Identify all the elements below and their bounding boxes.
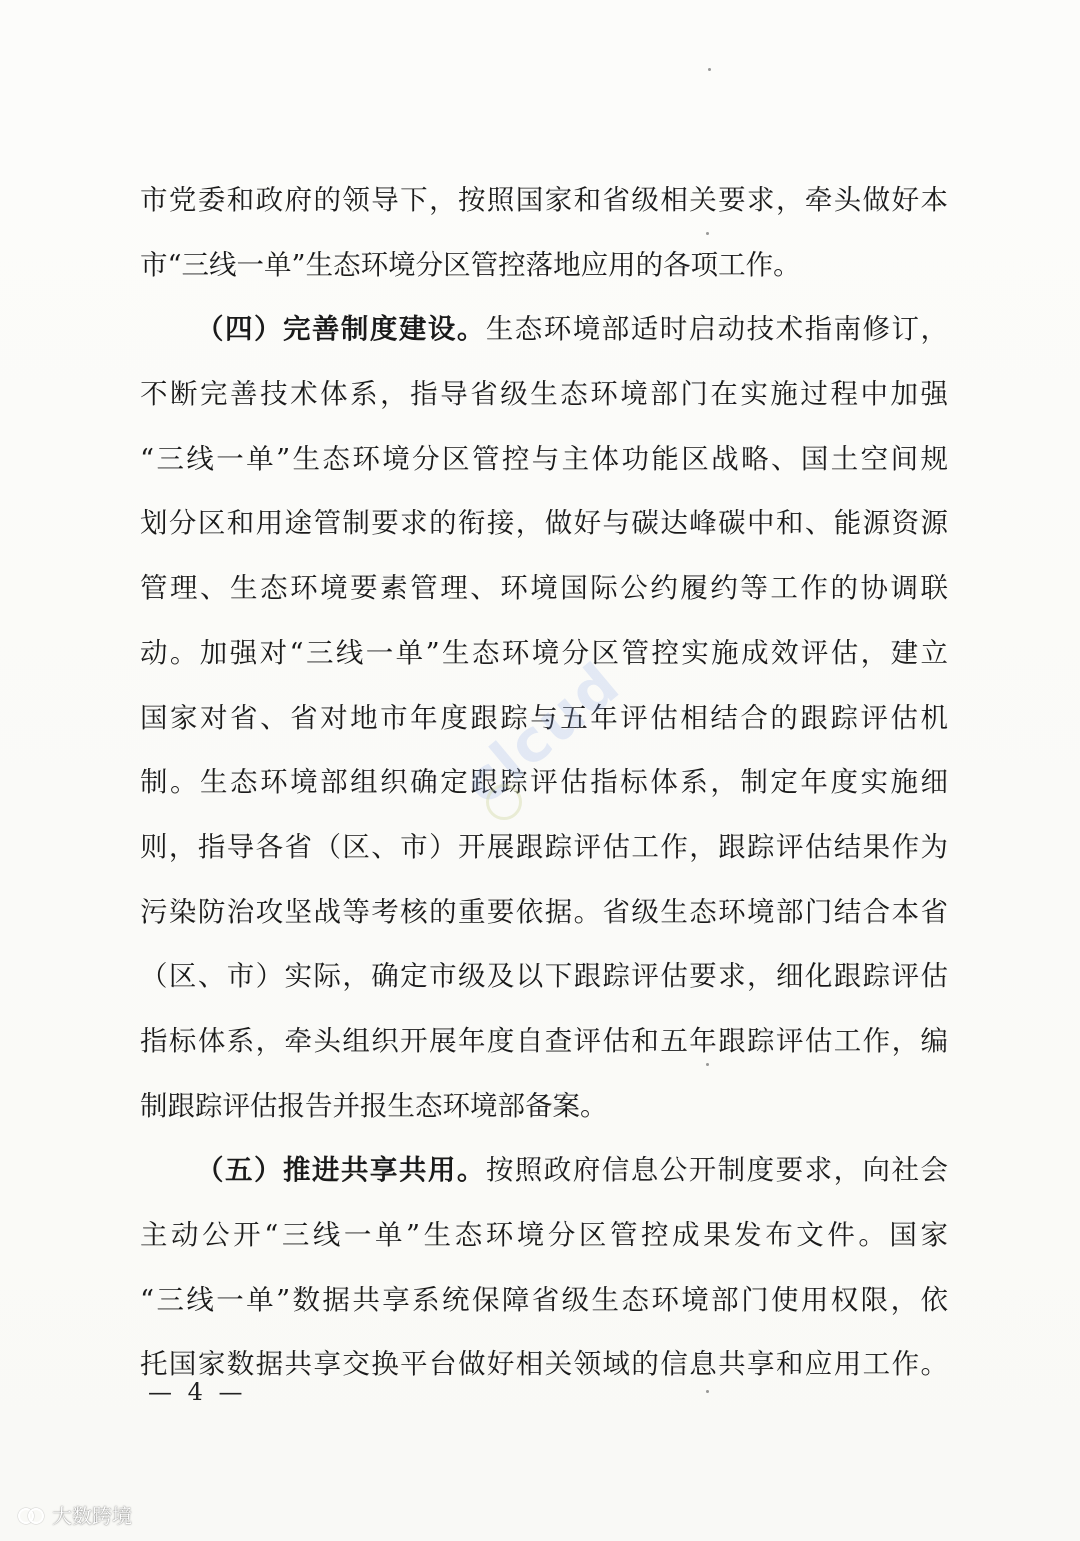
scan-speck <box>706 1390 709 1393</box>
line-text: 指标体系，牵头组织开展年度自查评估和五年跟踪评估工作，编 <box>140 1024 948 1057</box>
scan-speck <box>708 68 711 71</box>
double-ring-logo-icon <box>18 1506 46 1524</box>
footer-brand <box>18 1500 132 1529</box>
line-text: “三线一单”生态环境分区管控与主体功能区战略、国土空间规 <box>140 442 948 475</box>
text-line <box>140 621 948 686</box>
line-text: 主动公开“三线一单”生态环境分区管控成果发布文件。国家 <box>140 1219 948 1251</box>
line-text: 制跟踪评估报告并报生态环境部备案。 <box>140 1089 608 1122</box>
footer-brand-label: 大数跨境 <box>52 1504 132 1528</box>
line-text: 托国家数据共享交换平台做好相关领域的信息共享和应用工作。 <box>140 1348 948 1381</box>
text-line <box>140 491 948 556</box>
line-text: 则，指导各省（区、市）开展跟踪评估工作，跟踪评估结果作为 <box>140 830 948 863</box>
line-text: 制。生态环境部组织确定跟踪评估指标体系，制定年度实施细 <box>140 766 948 799</box>
text-line <box>140 427 948 492</box>
line-text: 市党委和政府的领导下，按照国家和省级相关要求，牵头做好本 <box>140 184 948 216</box>
text-line <box>140 1138 948 1203</box>
text-line <box>140 297 948 362</box>
scan-speck <box>706 232 709 235</box>
text-line <box>140 1332 948 1397</box>
page-number: — 4 — <box>148 1378 247 1406</box>
line-text: 动。加强对“三线一单”生态环境分区管控实施成效评估，建立 <box>140 636 948 669</box>
line-text: 划分区和用途管制要求的衔接，做好与碳达峰碳中和、能源资源 <box>140 507 948 540</box>
watermark-text: clcud <box>450 648 633 818</box>
text-line <box>140 1203 948 1268</box>
text-line <box>140 1268 948 1333</box>
line-text: 按照政府信息公开制度要求，向社会 <box>485 1154 949 1187</box>
text-line <box>140 1009 948 1074</box>
line-text: “三线一单”数据共享系统保障省级生态环境部门使用权限，依 <box>140 1283 948 1316</box>
line-text: 管理、生态环境要素管理、环境国际公约履约等工作的协调联 <box>140 572 948 605</box>
line-text: 污染防治攻坚战等考核的重要依据。省级生态环境部门结合本省 <box>140 895 948 928</box>
text-line <box>140 556 948 621</box>
text-line <box>140 233 948 298</box>
line-text: 生态环境部适时启动技术指南修订， <box>485 313 949 346</box>
scan-speck <box>706 1063 709 1066</box>
line-text: 不断完善技术体系，指导省级生态环境部门在实施过程中加强 <box>140 378 948 411</box>
text-line <box>140 362 948 427</box>
section-heading: （五）推进共享共用。 <box>196 1154 486 1187</box>
text-line <box>140 880 948 945</box>
section-heading: （四）完善制度建设。 <box>196 313 486 346</box>
watermark-ring-icon <box>486 784 522 820</box>
line-text: 国家对省、省对地市年度跟踪与五年评估相结合的跟踪评估机 <box>140 701 948 734</box>
text-line <box>140 944 948 1009</box>
line-text: （区、市）实际，确定市级及以下跟踪评估要求，细化跟踪评估 <box>140 960 948 993</box>
text-line <box>140 1074 948 1139</box>
text-line <box>140 168 948 233</box>
line-text: 市“三线一单”生态环境分区管控落地应用的各项工作。 <box>140 248 801 281</box>
